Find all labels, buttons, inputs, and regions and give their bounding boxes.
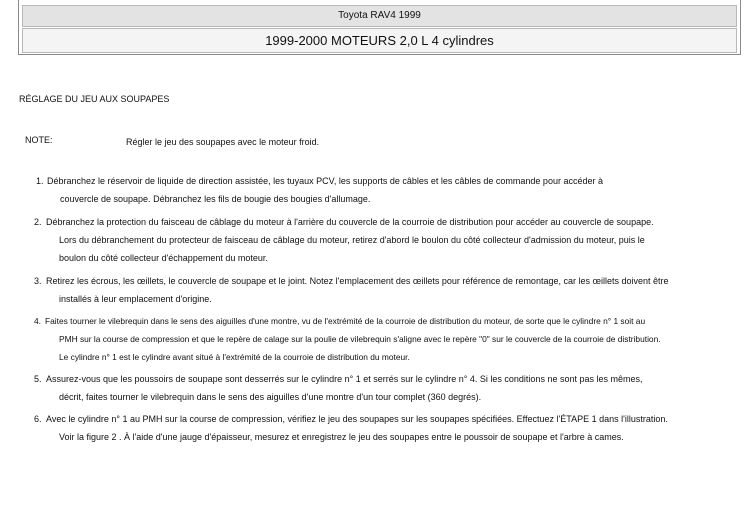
step-line: Retirez les écrous, les œillets, le couvercle de soupape et le joint. Notez l'emplacement des œillets pour référence de remontage, car les œillets doivent être (46, 276, 669, 286)
step-number: 6. (34, 414, 42, 424)
step-line: Débranchez la protection du faisceau de câblage du moteur à l'arrière du couvercle de la courroie de distribution pour accéder au couvercle de soupape. (46, 217, 654, 227)
vehicle-title: Toyota RAV4 1999 (22, 5, 737, 27)
document-header (18, 0, 741, 55)
engine-title: 1999-2000 MOTEURS 2,0 L 4 cylindres (22, 28, 737, 53)
step-line: boulon du côté collecteur d'échappement du moteur. (59, 253, 268, 263)
section-title: RÉGLAGE DU JEU AUX SOUPAPES (19, 94, 170, 104)
step-number: 3. (34, 276, 42, 286)
note-text: Régler le jeu des soupapes avec le moteur froid. (126, 137, 320, 147)
step-line: Voir la figure 2 . À l'aide d'une jauge d'épaisseur, mesurez et enregistrez le jeu des soupapes entre le poussoir de soupape et l'arbre à cames. (59, 432, 624, 442)
step-line: Faites tourner le vilebrequin dans le sens des aiguilles d'une montre, vu de l'extrémité de la courroie de distribution du moteur, de sorte que le cylindre n° 1 soit au (45, 316, 646, 326)
step-line: PMH sur la course de compression et que le repère de calage sur la poulie de vilebrequin s'aligne avec le repère "0" sur le couvercle de la courroie de distribution. (59, 334, 661, 344)
step-line: Débranchez le réservoir de liquide de direction assistée, les tuyaux PCV, les supports de câbles et les câbles de commande pour accéder à (47, 176, 603, 186)
step-number: 4. (34, 316, 41, 326)
step-line: couvercle de soupape. Débranchez les fils de bougie des bougies d'allumage. (60, 194, 371, 204)
step-number: 5. (34, 374, 42, 384)
step-line: installés à leur emplacement d'origine. (59, 294, 212, 304)
note-label: NOTE: (25, 135, 53, 145)
step-line: Lors du débranchement du protecteur de faisceau de câblage du moteur, retirez d'abord le boulon du côté collecteur d'admission du moteur, puis le (59, 235, 645, 245)
step-number: 1. (36, 176, 44, 186)
step-number: 2. (34, 217, 42, 227)
step-line: Assurez-vous que les poussoirs de soupape sont desserrés sur le cylindre n° 1 et serrés sur le cylindre n° 4. Si les conditions ne sont pas les mêmes, (46, 374, 643, 384)
step-line: Le cylindre n° 1 est le cylindre avant situé à l'extrémité de la courroie de distribution du moteur. (59, 352, 410, 362)
step-line: décrit, faites tourner le vilebrequin dans le sens des aiguilles d'une montre d'un tour complet (360 degrés). (59, 392, 482, 402)
step-line: Avec le cylindre n° 1 au PMH sur la course de compression, vérifiez le jeu des soupapes sur les soupapes spécifiées. Effectuez l'ÉTAPE 1 dans l'illustration. (46, 414, 668, 424)
